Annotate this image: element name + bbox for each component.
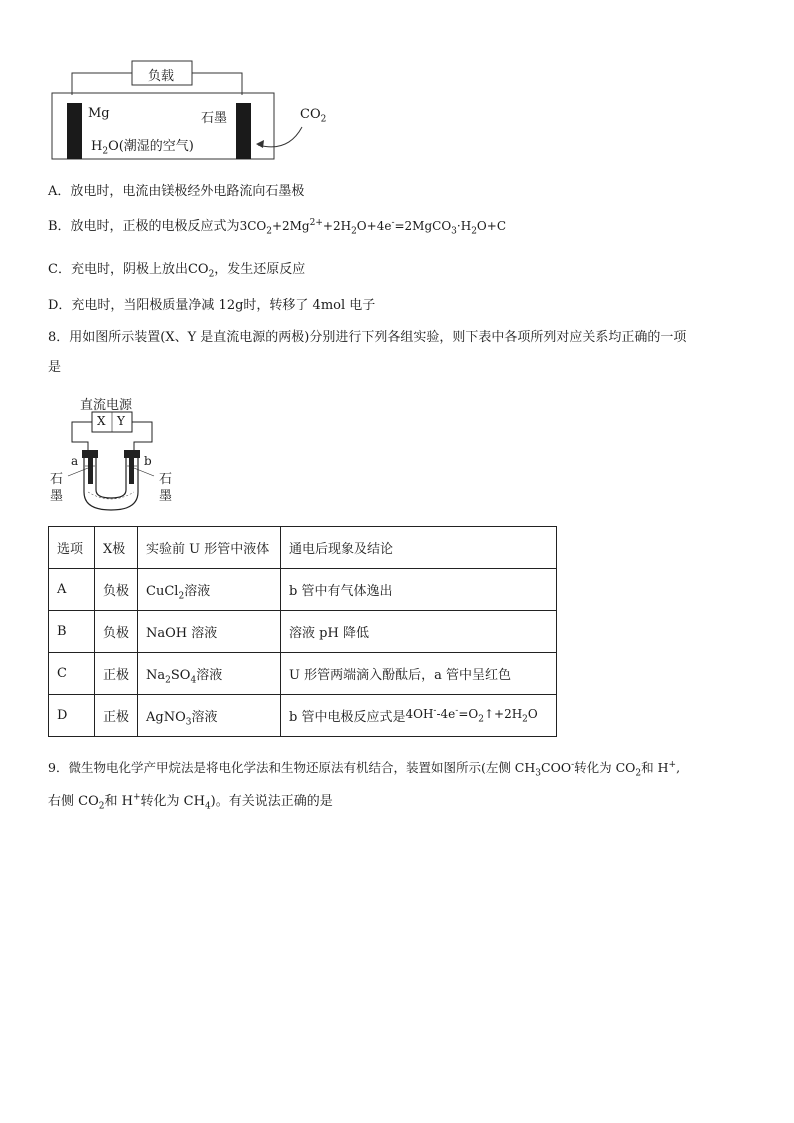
cell-x-pole: 负极	[95, 611, 138, 653]
cell-liquid: $Na_2SO_4$溶液	[138, 653, 281, 695]
cell-liquid: AgNO$_3$溶液	[138, 695, 281, 737]
electrolyte-label: $H_2O$(潮湿的空气)	[91, 139, 194, 157]
mg-label: Mg	[88, 106, 110, 121]
a-label: a	[71, 454, 79, 468]
cell-option: A	[49, 569, 95, 611]
left-graphite-2: 墨	[50, 489, 64, 504]
header-x-pole: X极	[95, 527, 138, 569]
co2-label: $CO_2$	[300, 107, 327, 125]
power-label: 直流电源	[80, 398, 133, 413]
q7-option-b: B．放电时，正极的电极反应式为$3CO_2+2Mg^{2+}+2H_2O+4e^-=2MgCO_3\cdot H_2O+C$	[48, 218, 506, 237]
electrode-b	[129, 458, 134, 484]
q7-option-d: D．充电时，当阳极质量净减 12g时，转移了 4mol 电子	[48, 298, 376, 313]
table-row	[49, 653, 557, 695]
graphite-electrode	[236, 103, 251, 159]
cell-option: D	[49, 695, 95, 737]
q9-stem-line2: 右侧 $CO_2$和 H+转化为 $CH_4$)。有关说法正确的是	[48, 792, 333, 812]
right-stopper	[124, 450, 140, 458]
cell-option: C	[49, 653, 95, 695]
cell-x-pole: 正极	[95, 695, 138, 737]
electrode-a	[88, 458, 93, 484]
right-graphite-1: 石	[159, 472, 173, 487]
mg-electrode	[67, 103, 82, 159]
right-graphite-2: 墨	[159, 489, 173, 504]
co2-arrow	[258, 127, 302, 147]
cell-result: 溶液 pH 降低	[281, 611, 557, 653]
q7-option-a: A．放电时，电流由镁极经外电路流向石墨极	[48, 184, 305, 199]
left-stopper	[82, 450, 98, 458]
cell-liquid: NaOH 溶液	[138, 611, 281, 653]
q8-stem-line2: 是	[48, 360, 62, 375]
table-row	[49, 695, 557, 737]
header-result: 通电后现象及结论	[281, 527, 557, 569]
q8-stem-line1: 8．用如图所示装置(X、Y 是直流电源的两极)分别进行下列各组实验，则下表中各项所列对应关系均正确的一项	[48, 330, 687, 345]
cell-liquid: CuCl$_2$溶液	[138, 569, 281, 611]
table-row	[49, 569, 557, 611]
table-header-row	[49, 527, 557, 569]
cell-result: b 管中有气体逸出	[281, 569, 557, 611]
x-label: X	[97, 414, 106, 428]
cell-result: b 管中电极反应式是$4OH^--4e^-=O_2↑+2H_2O$	[281, 695, 557, 737]
q9-stem-line1: 9．微生物电化学产甲烷法是将电化学法和生物还原法有机结合，装置如图所示(左侧 $CH_3COO^-$转化为 $CO_2$和 H+,	[48, 759, 681, 779]
header-option: 选项	[49, 527, 95, 569]
y-label: Y	[117, 414, 125, 428]
b-label: b	[144, 454, 152, 468]
left-graphite-1: 石	[50, 472, 64, 487]
load-label: 负载	[148, 69, 175, 84]
graphite-label: 石墨	[201, 111, 228, 126]
cell-option: B	[49, 611, 95, 653]
table-row	[49, 611, 557, 653]
cell-x-pole: 正极	[95, 653, 138, 695]
header-liquid: 实验前 U 形管中液体	[138, 527, 281, 569]
experiment-table	[48, 526, 557, 737]
cell-x-pole: 负极	[95, 569, 138, 611]
cell-result: U 形管两端滴入酚酞后，a 管中呈红色	[281, 653, 557, 695]
q7-option-c: C．充电时，阴极上放出$CO_2$，发生还原反应	[48, 262, 306, 280]
